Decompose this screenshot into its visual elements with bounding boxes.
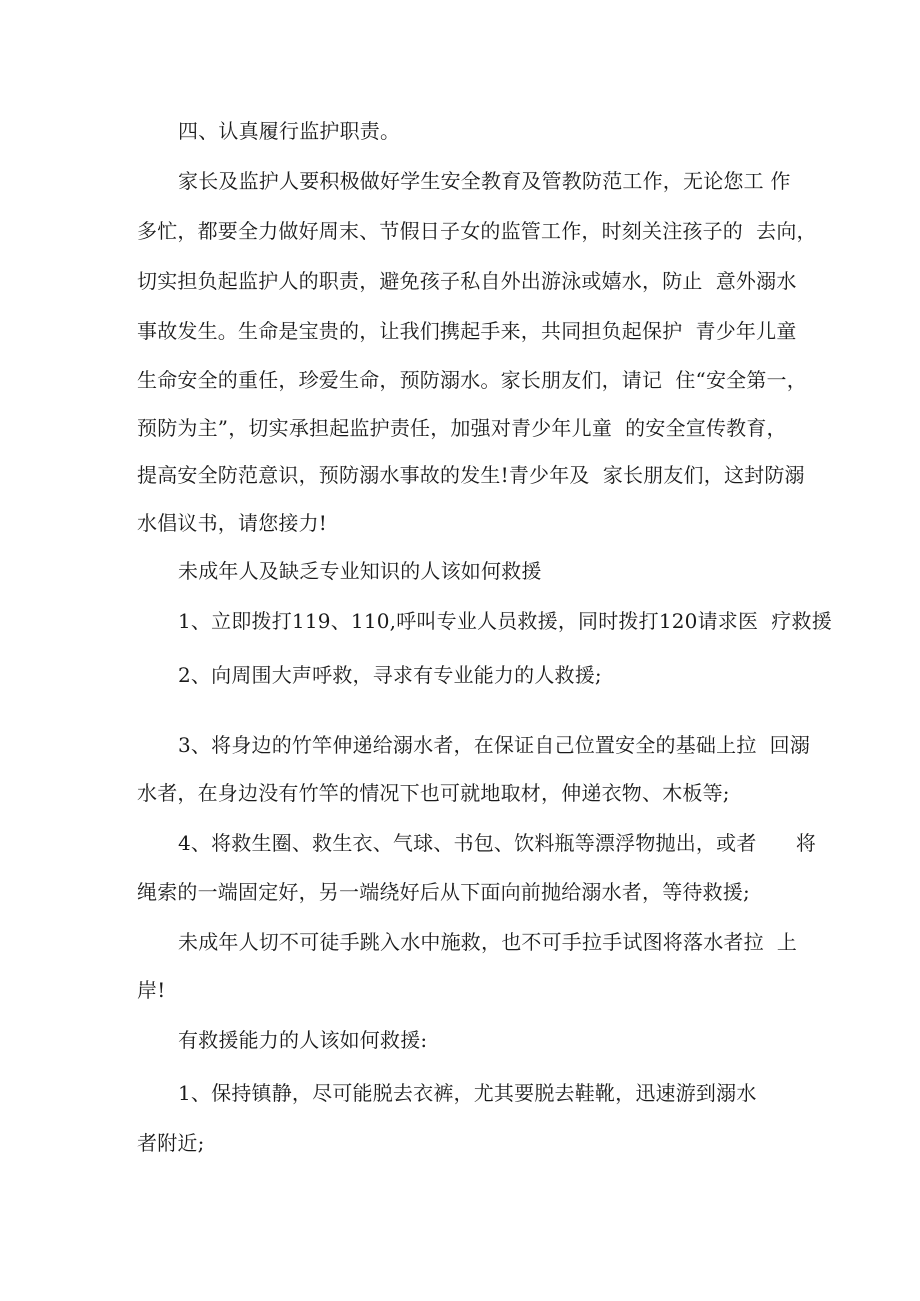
step-line: 1、保持镇静，尽可能脱去衣裤，尤其要脱去鞋靴，迅速游到溺水: [178, 1081, 757, 1105]
step-line: 1、立即拨打119、110,呼叫专业人员救援，同时拨打120请求医 疗救援: [178, 609, 832, 633]
paragraph-line: 切实担负起监护人的职责，避免孩子私自外出游泳或嬉水，防止 意外溺水: [137, 269, 797, 293]
paragraph-line: 提高安全防范意识，预防溺水事故的发生!青少年及 家长朋友们，这封防溺: [137, 463, 805, 487]
paragraph-line: 多忙，都要全力做好周末、节假日子女的监管工作，时刻关注孩子的 去向，: [137, 219, 817, 243]
warning-line: 岸!: [137, 978, 166, 1002]
paragraph-line: 水倡议书，请您接力!: [137, 511, 328, 535]
step-line: 者附近;: [137, 1131, 205, 1155]
capable-heading: 有救援能力的人该如何救援:: [178, 1028, 428, 1052]
minor-heading: 未成年人及缺乏专业知识的人该如何救援: [178, 559, 542, 583]
paragraph-line: 预防为主”，切实承担起监护责任，加强对青少年儿童 的安全宣传教育，: [137, 416, 787, 440]
step-line: 3、将身边的竹竿伸递给溺水者，在保证自己位置安全的基础上拉 回溺: [178, 733, 811, 757]
warning-line: 未成年人切不可徒手跳入水中施救，也不可手拉手试图将落水者拉 上: [178, 930, 798, 954]
step-line: 4、将救生圈、救生衣、气球、书包、饮料瓶等漂浮物抛出，或者 将: [178, 831, 817, 855]
step-line: 绳索的一端固定好，另一端绕好后从下面向前抛给溺水者，等待救援;: [137, 880, 750, 904]
paragraph-line: 事故发生。生命是宝贵的，让我们携起手来，共同担负起保护 青少年儿童: [137, 319, 797, 343]
paragraph-line: 生命安全的重任，珍爱生命，预防溺水。家长朋友们，请记 住“安全第一，: [137, 368, 807, 392]
step-line: 2、向周围大声呼救，寻求有专业能力的人救援;: [178, 663, 602, 687]
step-line: 水者，在身边没有竹竿的情况下也可就地取材，伸递衣物、木板等;: [137, 781, 730, 805]
paragraph-line: 家长及监护人要积极做好学生安全教育及管教防范工作，无论您工 作: [178, 169, 791, 193]
section-heading: 四、认真履行监护职责。: [178, 119, 401, 143]
